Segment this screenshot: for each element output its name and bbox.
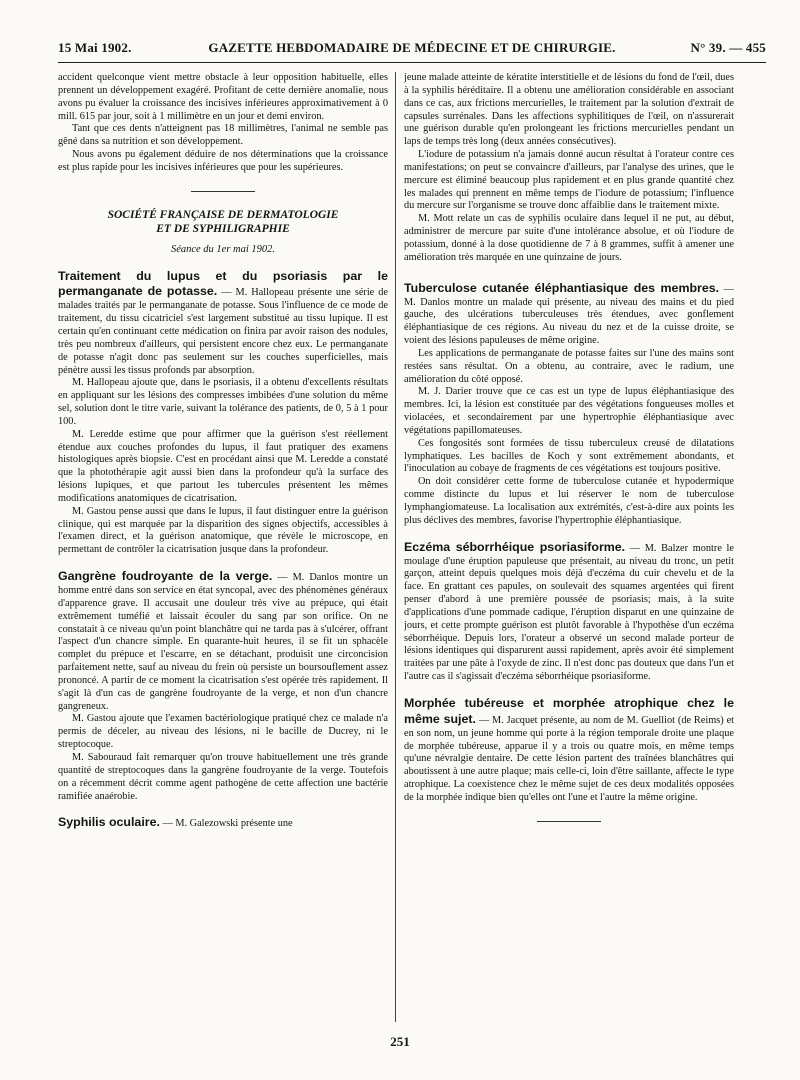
article-lupus (58, 269, 388, 558)
article-title: Traitement du lupus et du psoriasis par le permanganate de potasse. (58, 268, 388, 299)
article-lead: — M. Danlos montre un homme entré dans son service en état syncopal, avec des phénomènes généraux d'apparence grave. Il accusait une douleur très vive au prépuce, qui était extrêmement tuméfié et laissait écouler du sang par son orifice. On ne constatait à ce niveau qu'un point blanchâtre qui ne tarda pas à s'ulcérer, offrant l'aspect d'un chancre simple. En quarante-huit heures, il se fit un sphacèle complet du prépuce et l'escarre, en se détachant, produisit une circoncision parfaitement nette, sauf au niveau du frein où persiste un boursouflement assez prononcé. A partir de ce moment la cicatrisation s'est opérée très rapidement. Il s'agit là d'un cas de gangrène foudroyante de la verge, et non d'un chancre gangreneux. (58, 572, 388, 712)
article-title: Syphilis oculaire. (58, 815, 160, 830)
article-lead: — M. Hallopeau présente une série de malades traités par le permanganate de potasse. Sous l'influence de ce mode de traitement, du tissu cicatriciel s'est largement substitué au tissu lupique. Il est certain qu'en continuant cette médication on finira par avoir raison des nodules, très peu nombreux d'ailleurs, qui persistent encore chez eux. Le permanganate de potasse n'agit donc pas seulement sur les couches superficielles, mais pénètre aussi les tissus profonds par absorption. (58, 287, 388, 376)
article-gangrene (58, 569, 388, 803)
header-issue-page: N° 39. — 455 (690, 40, 766, 55)
article-lead: — M. Jacquet présente, au nom de M. Guelliot (de Reims) et en son nom, un jeune homme qui porte à la région temporale droite une plaque de morphée tubéreuse, apparue il y a trois ou quatre mois, en même temps qu'une névralgie dentaire. De cette lésion partent des traînées blanchâtres qui aboutissent à une autre plaque; mais celle-ci, loin d'être saillante, affecte le type atrophique. La coexistence chez le même sujet de ces deux modalités opposées de la morphée indique bien qu'elles ont l'une et l'autre la même origine. (404, 714, 734, 803)
society-title-line: ET DE SYPHILIGRAPHIE (156, 222, 290, 235)
left-column (58, 72, 388, 1030)
article-paragraph: M. Sabouraud fait remarquer qu'on trouve habituellement une très grande quantité de streptocoques dans la gangrène foudroyante de la verge. Toutefois on a récemment décrit comme agent pathogène de cette affection une bactérie ramifiée anaérobie. (58, 751, 388, 802)
society-title-line: SOCIÉTÉ FRANÇAISE DE DERMATOLOGIE (107, 208, 339, 221)
article-paragraph: M. Leredde estime que pour affirmer que la guérison s'est réellement étendue aux couches profondes du lupus, il faut pratiquer des examens histologiques après biopsie. C'est en procédant ainsi que M. Leredde a constaté que la photothérapie agit aussi bien dans la profondeur qu'à la surface des lésions lupiques, et que partout les tubercules présentent les mêmes modifications anatomiques de cicatrisation. (58, 428, 388, 504)
article-paragraph: M. Gastou pense aussi que dans le lupus, il faut distinguer entre la guérison clinique, qui est marquée par la disparition des signes objectifs, accessibles à l'examen direct, et la guérison anatomique, que révèle le microscope, en permettant de contrôler la cicatrisation jusque dans la profondeur. (58, 505, 388, 556)
article-tuberculose (404, 281, 734, 528)
intro-paragraph: accident quelconque vient mettre obstacle à leur opposition habituelle, elles prennent un développement exagéré. Profitant de cette dernière anomalie, nous avons pu évaluer la croissance des incisives inférieures approximativement à 0 mill. 615 par jour, soit à 1 millimètre en un jour et demi environ. (58, 72, 388, 122)
article-title: Eczéma séborrhéique psoriasiforme. (404, 539, 626, 554)
intro-paragraph: Nous avons pu également déduire de nos déterminations que la croissance est plus rapide pour les incisives inférieures que pour les supérieures. (58, 149, 388, 173)
session-date: Séance du 1er mai 1902. (170, 243, 276, 255)
continued-paragraph: L'iodure de potassium n'a jamais donné aucun résultat à l'orateur contre ces manifestations; on peut se convaincre d'ailleurs, par l'analyse des urines, que le mercure est éliminé beaucoup plus rapidement et en plus grande quantité chez les malades qui prennent en même temps de l'iodure de potassium; l'influence du mercure sur l'organisme se trouve donc affaiblie dans le traitement mixte. (404, 149, 734, 212)
article-paragraph: M. J. Darier trouve que ce cas est un type de lupus éléphantiasique des membres. Ici, la lésion est constituée par des végétations fongueuses molles et violacées, et secondairement par une hypertrophie éléphantiasique avec végétations papillomateuses. (404, 386, 734, 436)
header-date: 15 Mai 1902. (58, 40, 132, 55)
article-lead: — M. Balzer montre le moulage d'une éruption papuleuse que présentait, au niveau du tronc, un petit garçon, atteint depuis quelques mois déjà d'eczéma du cuir chevelu et de la face. En grattant ces papules, on soulevait des squames argentées qui firent penser d'abord à une première poussée de psoriasis; mais, à la suite d'applications d'une pommade cadique, l'éruption disparut en une quinzaine de jours, et cette prompte guérison est plutôt favorable à l'hypothèse d'un eczéma séborrhéique. Depuis lors, l'orateur a observé un second malade porteur de lésions identiques qui disparurent aussi rapidement, après avoir été simplement traitées par une pâte à l'oxyde de zinc. Il n'est donc pas douteux que dans l'un et l'autre cas il s'agissait d'eczéma séborrhéique psoriasiforme. (404, 542, 734, 683)
article-lead: — M. Danlos montre un malade qui présente, au niveau des mains et du pied gauche, des ulcérations tuberculeuses très étendues, avec gonflement éléphantiasique de ces régions. Au niveau du nez et de la cuisse droite, se voient des lésions papuleuses de même origine. (404, 283, 734, 347)
right-column (404, 72, 734, 1030)
article-eczema (404, 540, 734, 684)
intro-paragraph: Tant que ces dents n'atteignent pas 18 millimètres, l'animal ne semble pas gêné dans sa nutrition et son développement. (58, 123, 388, 148)
article-morphee (404, 696, 734, 805)
article-paragraph: M. Gastou ajoute que l'examen bactériologique pratiqué chez ce malade n'a permis de déceler, au niveau des lésions, ni le bacille de Ducrey, ni le streptocoque. (58, 713, 388, 751)
article-syphilis-oculaire (58, 815, 388, 831)
article-title: Morphée tubéreuse et morphée atrophique chez le même sujet. (404, 695, 734, 726)
section-divider (191, 191, 255, 192)
column-rule (395, 72, 396, 1022)
article-title: Gangrène foudroyante de la verge. (58, 569, 273, 584)
society-title (58, 208, 388, 236)
header-journal-title: GAZETTE HEBDOMADAIRE DE MÉDECINE ET DE CHIRURGIE. (208, 40, 616, 55)
article-paragraph: Ces fongosités sont formées de tissu tuberculeux creusé de dilatations lymphatiques. Les bacilles de Koch y sont extrêmement abondants, et l'inoculation au cobaye de fragments de ces végétations est toujours positive. (404, 437, 734, 475)
article-paragraph: On doit considérer cette forme de tuberculose cutanée et hypodermique comme distincte du lupus et lui réserver le nom de tuberculose lymphangiomateuse. La localisation aux extrémités, c'est-à-dire aux points les plus déclives des membres, favorise l'hypertrophie éléphantiasique. (404, 476, 734, 526)
article-lead: — M. Galezowski présente une (159, 818, 293, 830)
continued-paragraph: M. Mott relate un cas de syphilis oculaire dans lequel il ne put, au début, administrer de mercure par suite d'une intolérance absolue, et où l'iodure de potassium, donné à la dose quotidienne de 7 à 8 grammes, suffit à amener une amélioration très marquée en une quinzaine de jours. (404, 213, 734, 263)
article-paragraph: Les applications de permanganate de potasse faites sur l'une des mains sont restées sans résultat. On a obtenu, au contraire, avec le radium, une amélioration du côté opposé. (404, 347, 734, 385)
page-folio: 251 (390, 1034, 410, 1049)
section-divider (537, 821, 601, 822)
article-title: Tuberculose cutanée éléphantiasique des membres. (404, 280, 720, 295)
running-header (58, 40, 766, 63)
article-paragraph: M. Hallopeau ajoute que, dans le psoriasis, il a obtenu d'excellents résultats en appliquant sur les lésions des compresses imbibées d'une solution du même sel, solution dont le titre varie, suivant la tolérance des patients, de 0, 5 à 1 pour 100. (58, 377, 388, 427)
continued-paragraph: jeune malade atteinte de kératite interstitielle et de lésions du fond de l'œil, dues à la syphilis héréditaire. Il a obtenu une amélioration considérable en associant dans ce cas, aux frictions mercurielles, le traitement par la solution d'extrait de capsules surrénales. Dans les affections syphilitiques de l'œil, on n'assurerait une guérison durable qu'en prolongeant les frictions mercurielles pendant un laps de temps très long (deux années consécutives). (404, 72, 734, 148)
